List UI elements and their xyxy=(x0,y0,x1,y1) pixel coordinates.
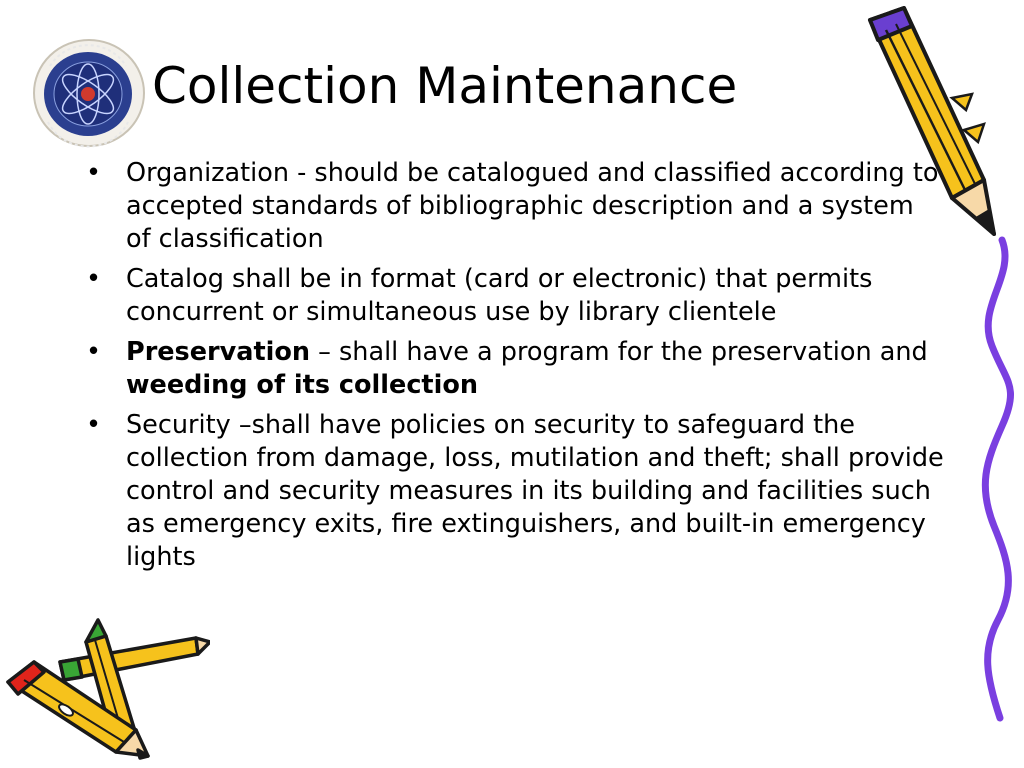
bullet-marker: • xyxy=(86,264,102,294)
squiggle-icon xyxy=(972,236,1024,722)
bullet-text: Organization - should be catalogued and classified according to accepted standards of bibliographic description and a system of classification xyxy=(126,158,939,254)
bullet-item-organization xyxy=(84,157,944,256)
bullet-bold-tail: weeding of its collection xyxy=(126,370,479,400)
pencils-icon xyxy=(0,610,210,760)
bullet-marker: • xyxy=(86,337,102,367)
bullet-text: Catalog shall be in format (card or electronic) that permits concurrent or simultaneous use by library clientele xyxy=(126,264,873,327)
seal-icon xyxy=(30,36,148,148)
bullet-bold-lead: Preservation xyxy=(126,337,311,367)
bullet-item-security xyxy=(84,409,944,574)
bullet-marker: • xyxy=(86,158,102,188)
bullet-list xyxy=(84,157,944,581)
slide-title: Collection Maintenance xyxy=(152,57,738,115)
bullet-item-preservation xyxy=(84,336,944,402)
bullet-text: Security –shall have policies on security to safeguard the collection from damage, loss, mutilation and theft; shall provide control and security measures in its building and facilities such as emergency exits, fire extinguishers, and built-in emergency lights xyxy=(126,410,944,572)
bullet-item-catalog xyxy=(84,263,944,329)
bullet-text: – shall have a program for the preservation and xyxy=(310,337,928,367)
pencil-icon xyxy=(856,2,1006,242)
bullet-marker: • xyxy=(86,410,102,440)
